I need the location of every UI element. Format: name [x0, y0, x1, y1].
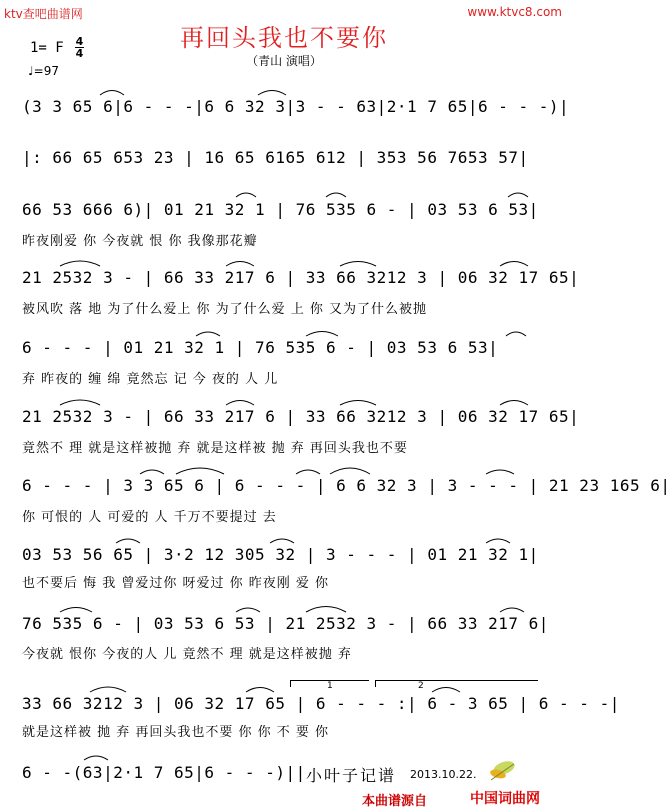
slur — [196, 332, 220, 336]
notation-line-2: |: 66 65 653 23 | 16 65 6165 612 | 353 56 7653 57| — [22, 148, 529, 167]
slur — [500, 262, 528, 267]
lyrics-line-10: 就是这样被 抛 弃 再回头我也不要 你 你 不 要 你 — [22, 725, 330, 740]
notation-line-4: 21 2532 3 - | 66 33 217 6 | 33 66 3212 3 | 06 32 17 65| — [22, 268, 580, 287]
slur — [500, 401, 528, 406]
slur — [246, 688, 274, 693]
footer-source: 本曲谱源自 — [362, 794, 428, 809]
slur — [140, 470, 164, 474]
watermark-left: ktv查吧曲谱网 — [4, 7, 83, 21]
slur — [100, 91, 124, 96]
lyrics-line-4: 被风吹 落 地 为了什么爱上 你 为了什么爱 上 你 又为了什么被抛 — [22, 302, 428, 317]
slur — [330, 468, 370, 474]
notation-line-11: 6 - -(63|2·1 7 65|6 - - -)|| — [22, 763, 306, 782]
slur — [340, 401, 376, 406]
notation-line-6: 21 2532 3 - | 66 33 217 6 | 33 66 3212 3 | 06 32 17 65| — [22, 407, 580, 426]
tempo-marking: ♩=97 — [28, 64, 59, 78]
slur — [340, 262, 376, 267]
slur — [486, 539, 510, 543]
watermark-right: www.ktvc8.com — [467, 5, 562, 19]
slur — [296, 470, 320, 474]
notation-line-7: 6 - - - | 3 3 65 6 | 6 - - - | 6 6 32 3 | 3 - - - | 21 23 165 6| — [22, 476, 671, 495]
notation-line-8: 03 53 56 65 | 3·2 12 305 32 | 3 - - - | 01 21 32 1| — [22, 545, 539, 564]
slur — [486, 470, 514, 474]
notation-line-1: (3 3 65 6|6 - - -|6 6 32 3|3 - - 63|2·1 7 65|6 - - -)| — [22, 97, 570, 116]
transcriber-signature: 小叶子记谱 — [306, 766, 397, 785]
lyrics-line-9: 今夜就 恨你 今夜的人 儿 竟然不 理 就是这样被抛 弃 — [22, 647, 352, 662]
notation-line-5: 6 - - - | 01 21 32 1 | 76 535 6 - | 03 53 6 53| — [22, 338, 499, 357]
transcription-date: 2013.10.22. — [410, 768, 477, 781]
notation-line-3: 66 53 666 6)| 01 21 32 1 | 76 535 6 - | 03 53 6 53| — [22, 200, 539, 219]
time-denominator: 4 — [75, 47, 84, 60]
slur — [258, 91, 286, 96]
slur — [326, 193, 346, 197]
lyrics-line-8: 也不要后 悔 我 曾爱过你 呀爱过 你 昨夜刚 爱 你 — [22, 576, 330, 591]
lyrics-line-7: 你 可恨的 人 可爱的 人 千万不要提过 去 — [22, 510, 277, 525]
slur — [236, 608, 260, 612]
slur — [60, 400, 100, 405]
song-title: 再回头我也不要你 — [180, 24, 388, 52]
slur — [60, 261, 100, 266]
time-numerator: 4 — [75, 35, 84, 48]
slur — [226, 401, 254, 406]
slur — [432, 688, 460, 693]
slur — [506, 332, 526, 336]
lyrics-line-3: 昨夜刚爱 你 今夜就 恨 你 我像那花瓣 — [22, 234, 258, 249]
slur — [270, 539, 294, 543]
volta-first: 1 — [290, 680, 369, 687]
volta-second: 2 — [375, 680, 538, 687]
slur — [84, 756, 108, 760]
slur — [306, 332, 338, 337]
notation-line-9: 76 535 6 - | 03 53 6 53 | 21 2532 3 - | 66 33 217 6| — [22, 614, 549, 633]
slur — [116, 539, 140, 543]
slur — [60, 608, 92, 613]
slur — [176, 468, 224, 474]
footer-site: 中国词曲网 — [470, 791, 540, 807]
slur — [508, 193, 528, 197]
slur — [500, 608, 524, 612]
slur — [236, 193, 256, 197]
notation-line-10: 33 66 3212 3 | 06 32 17 65 | 6 - - - :| 6 - 3 65 | 6 - - -| — [22, 694, 620, 713]
lyrics-line-6: 竟然不 理 就是这样被抛 弃 就是这样被 抛 弃 再回头我也不要 — [22, 441, 408, 456]
slur — [226, 262, 254, 267]
key-signature: 1= F — [30, 40, 64, 56]
slur — [90, 687, 126, 692]
singer-credit: （青山 演唱） — [246, 54, 322, 68]
lyrics-line-5: 弃 昨夜的 缠 绵 竟然忘 记 今 夜的 人 儿 — [22, 372, 279, 387]
slur — [306, 607, 346, 613]
